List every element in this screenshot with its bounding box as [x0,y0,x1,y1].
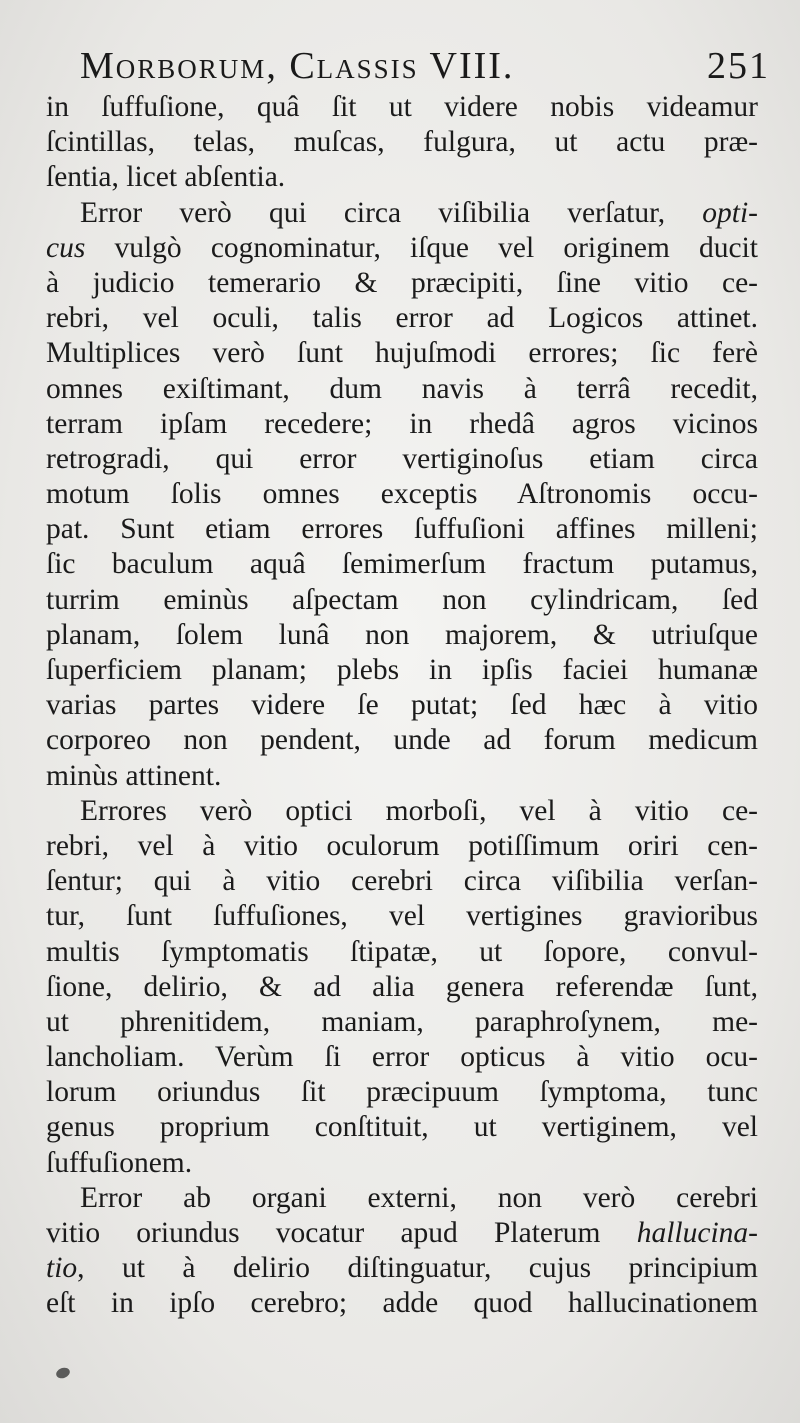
text-line: planam, ſolem lunâ non majorem, & utriuſque [46,618,758,651]
text-line: eſt in ipſo cerebro; adde quod hallucinationem [46,1287,758,1320]
text-line: rebri, vel à vitio oculorum potiſſimum oriri cen- [46,829,758,862]
text-line: ſuffuſionem. [46,1146,193,1179]
text-line: ſione, delirio, & ad alia genera referendæ ſunt, [46,970,758,1003]
text-line: corporeo non pendent, unde ad forum medicum [46,724,758,757]
text-line: à judicio temerario & præcipiti, ſine vitio ce- [46,266,758,299]
text-line: Error verò qui circa viſibilia verſatur, opti- [80,196,758,229]
running-title: Morborum, Classis VIII. [80,45,515,87]
text-line: ſuperficiem planam; plebs in ipſis faciei humanæ [46,654,758,686]
text-line: retrogradi, qui error vertiginoſus etiam circa [46,442,758,475]
text-line: rebri, vel oculi, talis error ad Logicos attinet. [46,302,758,335]
text-line: lorum oriundus ſit præcipuum ſymptoma, tunc [46,1076,758,1109]
text-line: tio, ut à delirio diſtinguatur, cujus principium [46,1252,758,1285]
text-line: ſentur; qui à vitio cerebri circa viſibilia verſan- [46,865,758,898]
text-line: genus proprium conſtituit, ut vertiginem, vel [46,1111,758,1144]
text-line: multis ſymptomatis ſtipatæ, ut ſopore, convul- [46,935,758,968]
body-text [46,90,758,1322]
text-line: ſcintillas, telas, muſcas, fulgura, ut actu præ- [46,126,758,159]
ink-smudge [55,1366,72,1380]
text-line: Error ab organi externi, non verò cerebri [80,1181,758,1214]
text-line: in ſuffuſione, quâ ſit ut videre nobis videamur [46,91,758,123]
page-header [80,40,770,92]
text-line: omnes exiſtimant, dum navis à terrâ recedit, [46,372,758,405]
text-line: motum ſolis omnes exceptis Aſtronomis occu- [46,478,758,511]
text-line: Multiplices verò ſunt hujuſmodi errores; ſic ferè [46,337,758,370]
page-number: 251 [707,45,770,87]
text-line: Errores verò optici morboſi, vel à vitio ce- [80,794,758,827]
text-line: pat. Sunt etiam errores ſuffuſioni affines milleni; [46,513,758,546]
text-line: ſentia, licet abſentia. [46,161,286,194]
text-line: lancholiam. Verùm ſi error opticus à vitio ocu- [46,1041,758,1074]
text-line: tur, ſunt ſuffuſiones, vel vertigines gravioribus [46,900,758,933]
text-line: turrim eminùs aſpectam non cylindricam, ſed [46,583,758,616]
text-line: ſic baculum aquâ ſemimerſum fractum putamus, [46,548,758,581]
text-line: ut phrenitidem, maniam, paraphroſynem, me- [46,1005,758,1038]
text-line: varias partes videre ſe putat; ſed hæc à vitio [46,689,758,722]
text-line: minùs attinent. [46,759,222,792]
text-line: terram ipſam recedere; in rhedâ agros vicinos [46,407,758,440]
text-line: cus vulgò cognominatur, iſque vel originem ducit [46,231,758,264]
text-line: vitio oriundus vocatur apud Platerum hallucina- [46,1217,758,1249]
